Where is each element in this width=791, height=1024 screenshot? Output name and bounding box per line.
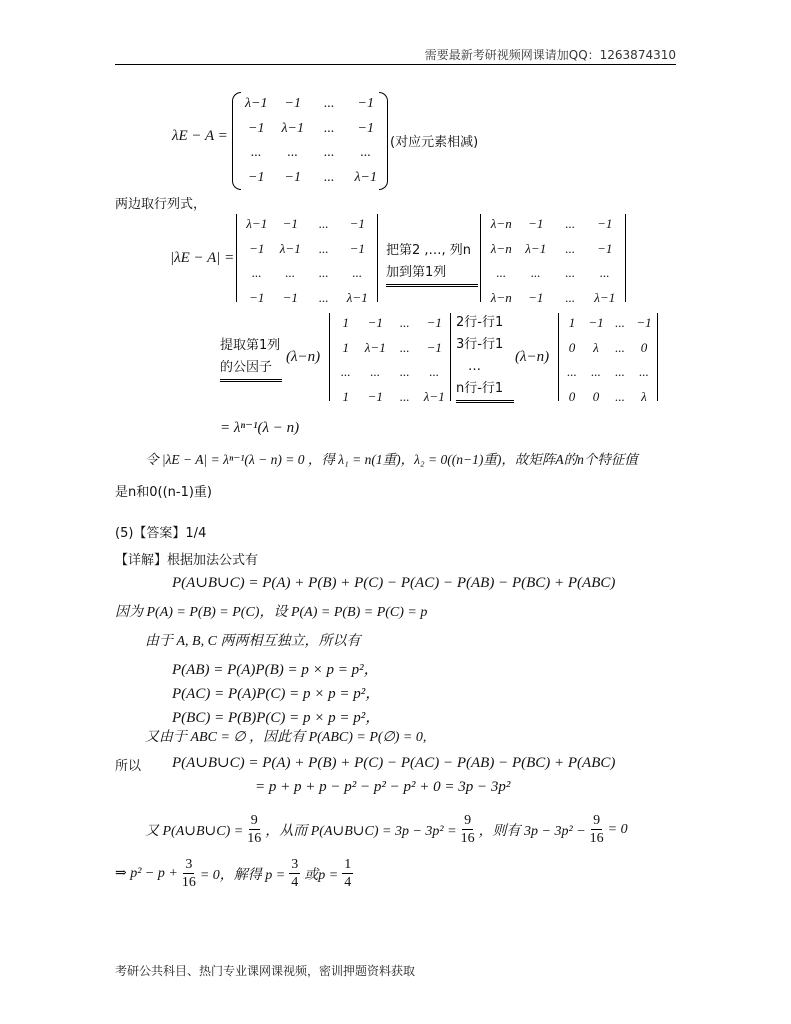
matrix-cell: λ−1: [594, 289, 616, 305]
matrix-cell: ...: [318, 265, 329, 280]
matrix-cell: λ: [593, 339, 599, 355]
matrix-cell: ...: [251, 145, 262, 160]
matrix-cell: ...: [615, 364, 625, 379]
det-intro: 两边取行列式，: [115, 197, 207, 212]
matrix-cell: 1: [342, 315, 349, 330]
matrix-cell: λ−1: [525, 240, 547, 256]
matrix-lambda-e-minus-a: [232, 92, 388, 190]
formula-union: P(A∪B∪C) = P(A) + P(B) + P(C) − P(AC) − P(AB) − P(BC) + P(ABC): [172, 575, 616, 591]
matrix-cell: ...: [639, 364, 649, 379]
matrix-cell: 0: [592, 388, 600, 404]
frac-den: 4: [344, 875, 352, 890]
matrix-cell: −1: [426, 339, 442, 355]
rowop-3: 3行-行1: [456, 337, 504, 352]
det-matrix-1: [236, 214, 378, 305]
formula-simplified: = p + p + p − p² − p² − p² + 0 = 3p − 3p²: [255, 779, 511, 795]
eq-p-ac: P(AC) = P(A)P(C) = p × p = p²，: [172, 686, 381, 702]
frac-num: 3: [291, 857, 299, 872]
matrix-cell: ...: [399, 364, 410, 379]
matrix-cell: −1: [349, 216, 365, 231]
matrix-cell: −1: [367, 388, 383, 404]
eigen-conclusion-1: 令 |λE − A| = λⁿ⁻¹(λ − n) = 0 ，得 λ₁ = n(1重)，λ₂ = 0((n−1)重)，故矩阵A的n个特征值: [145, 452, 638, 467]
final-pre: ⇒ p² − p +: [115, 866, 178, 881]
matrix-cell: ...: [615, 388, 625, 404]
matrix-cell: λ−n: [490, 216, 512, 231]
row-ops: [456, 312, 514, 403]
given-pre: 又 P(A∪B∪C) =: [145, 823, 244, 839]
matrix-cell: ...: [565, 216, 576, 231]
matrix-cell: −1: [597, 216, 613, 231]
matrix-cell: ...: [565, 265, 576, 280]
detail-5: 【详解】根据加法公式有: [115, 553, 259, 568]
matrix-cell: ...: [565, 240, 576, 256]
matrix-cell: ...: [567, 364, 577, 379]
frac-1-4: [342, 856, 353, 891]
or-label: 或p =: [304, 867, 339, 883]
matrix-cell: ...: [615, 339, 625, 355]
matrix-cell: ...: [399, 388, 410, 404]
matrix-cell: −1: [357, 120, 374, 136]
matrix-cell: −1: [284, 169, 301, 185]
matrix-cell: −1: [248, 169, 265, 185]
note-elementwise: (对应元素相减): [390, 135, 479, 150]
frac-num: 9: [250, 813, 258, 828]
det-result: = λⁿ⁻¹(λ − n): [220, 420, 300, 436]
matrix-cell: −1: [426, 315, 442, 330]
rowop-dots: …: [468, 359, 481, 374]
matrix-cell: ...: [352, 265, 363, 280]
rowop-n: n行-行1: [456, 378, 514, 403]
matrix-cell: ...: [318, 216, 329, 231]
frac-3-4: [289, 856, 300, 891]
given-post: ，则有 3p − 3p² −: [478, 823, 586, 839]
header-rule: [115, 64, 676, 65]
matrix-cell: ...: [530, 265, 541, 280]
matrix-cell: ...: [287, 145, 298, 160]
matrix-cell: ...: [599, 265, 610, 280]
eq-p-bc: P(BC) = P(B)P(C) = p × p = p²，: [172, 710, 381, 726]
matrix-cell: ...: [565, 289, 576, 305]
det-matrix-3: [329, 313, 451, 404]
op1-line2: 加到第1列: [386, 262, 478, 287]
matrix-cell: −1: [249, 289, 265, 305]
matrix-cell: ...: [360, 145, 371, 160]
frac-den: 4: [291, 875, 299, 890]
matrix-cell: λ−n: [490, 240, 512, 256]
matrix-cell: λ−n: [490, 289, 512, 305]
matrix-cell: λ−1: [346, 289, 368, 305]
matrix-cell: −1: [248, 120, 265, 136]
matrix-cell: λ−1: [244, 96, 268, 111]
page-header: 需要最新考研视频网课请加QQ：1263874310: [424, 48, 676, 62]
matrix-cell: −1: [249, 240, 265, 256]
matrix-cell: −1: [636, 315, 652, 330]
matrix-cell: −1: [367, 315, 383, 330]
matrix-cell: −1: [528, 216, 544, 231]
matrix-cell: ...: [496, 265, 507, 280]
matrix-cell: −1: [357, 96, 374, 111]
det-matrix-4-cells: [560, 311, 656, 409]
matrix-cell: ...: [615, 315, 625, 330]
matrix-cell: λ−1: [423, 388, 445, 404]
op2-line2: 的公因子: [220, 357, 282, 382]
frac-9-16-c: [590, 812, 604, 847]
matrix-cell: ...: [591, 364, 601, 379]
given-end: = 0: [607, 821, 628, 837]
matrix-cell: ...: [251, 265, 262, 280]
eq-p-ab: P(AB) = P(A)P(B) = p × p = p²，: [172, 662, 379, 678]
empty-set-line: 又由于 ABC = ∅ ，因此有 P(ABC) = P(∅) = 0,: [145, 730, 427, 745]
matrix-cell: ...: [285, 265, 296, 280]
frac-9-16-a: [247, 812, 261, 847]
matrix-cell: 1: [342, 388, 349, 404]
because-line: 因为 P(A) = P(B) = P(C)，设 P(A) = P(B) = P(C) = p: [115, 605, 428, 620]
answer-5: (5)【答案】1/4: [115, 526, 207, 541]
frac-num: 9: [464, 813, 472, 828]
matrix-cell: λ−1: [279, 240, 301, 256]
factor-2: (λ−n): [515, 349, 550, 365]
matrix-cell: λ−1: [281, 120, 304, 136]
matrix-cell: 0: [568, 388, 576, 404]
matrix-cell: λ−1: [354, 169, 377, 185]
matrix-cell: λ: [641, 388, 647, 404]
op1-line1: 把第2 ,…, 列n: [386, 243, 472, 258]
frac-num: 9: [593, 813, 601, 828]
det-matrix-4: [558, 313, 658, 404]
given-mid: ，从而 P(A∪B∪C) = 3p − 3p² =: [265, 823, 457, 839]
matrix-cell: ...: [340, 364, 351, 379]
matrix-cell: λ−1: [364, 339, 386, 355]
matrix-cell: −1: [349, 240, 365, 256]
matrix-cell: −1: [284, 96, 301, 111]
matrix-cell: −1: [282, 216, 298, 231]
frac-3-16: [182, 856, 196, 891]
op-extract-factor: [220, 335, 282, 382]
det-matrix-1-cells: [240, 212, 374, 310]
independence-line: 由于 A, B, C 两两相互独立，所以有: [145, 634, 361, 649]
frac-den: 16: [247, 831, 262, 846]
final-mid: = 0，解得 p =: [199, 867, 286, 883]
frac-den: 16: [589, 831, 604, 846]
matrix-cell: −1: [588, 315, 604, 330]
page-footer: 考研公共科目、热门专业课网课视频，密训押题资料获取: [115, 964, 416, 978]
eigen-conclusion-2: 是n和0((n-1)重): [115, 485, 212, 500]
matrix-cell: −1: [597, 240, 613, 256]
frac-9-16-b: [461, 812, 475, 847]
frac-den: 16: [460, 831, 475, 846]
matrix-cell: ...: [399, 339, 410, 355]
rowop-2: 2行-行1: [456, 315, 504, 330]
matrix-cell: ...: [324, 169, 335, 185]
frac-num: 1: [344, 857, 352, 872]
matrix-cells: [238, 92, 384, 190]
matrix-cell: ...: [429, 364, 440, 379]
matrix-cell: λ−1: [246, 216, 268, 231]
lhs-lambda-e-minus-a: λE − A =: [172, 128, 228, 144]
op-add-columns: [386, 240, 478, 287]
given-line: [145, 812, 628, 847]
matrix-cell: ...: [324, 145, 335, 160]
matrix-cell: ...: [370, 364, 381, 379]
matrix-cell: −1: [528, 289, 544, 305]
formula-union-2: P(A∪B∪C) = P(A) + P(B) + P(C) − P(AC) − P(AB) − P(BC) + P(ABC): [172, 755, 616, 771]
so-label: 所以: [115, 759, 142, 774]
matrix-cell: ...: [318, 240, 329, 256]
matrix-cell: 1: [568, 315, 576, 330]
matrix-cell: 0: [568, 339, 576, 355]
matrix-cell: ...: [324, 120, 335, 136]
matrix-cell: ...: [318, 289, 329, 305]
lhs-det: |λE − A| =: [170, 250, 235, 266]
det-matrix-2-cells: [484, 212, 622, 310]
final-line: [115, 856, 353, 891]
matrix-cell: 0: [640, 339, 648, 355]
matrix-cell: ...: [399, 315, 410, 330]
frac-den: 16: [181, 875, 196, 890]
frac-num: 3: [185, 857, 193, 872]
factor-1: (λ−n): [286, 349, 321, 365]
matrix-cell: ...: [324, 96, 335, 111]
matrix-cell: −1: [282, 289, 298, 305]
det-matrix-3-cells: [331, 311, 449, 409]
matrix-cell: 1: [342, 339, 349, 355]
op2-line1: 提取第1列: [220, 338, 281, 353]
det-matrix-2: [480, 214, 626, 305]
